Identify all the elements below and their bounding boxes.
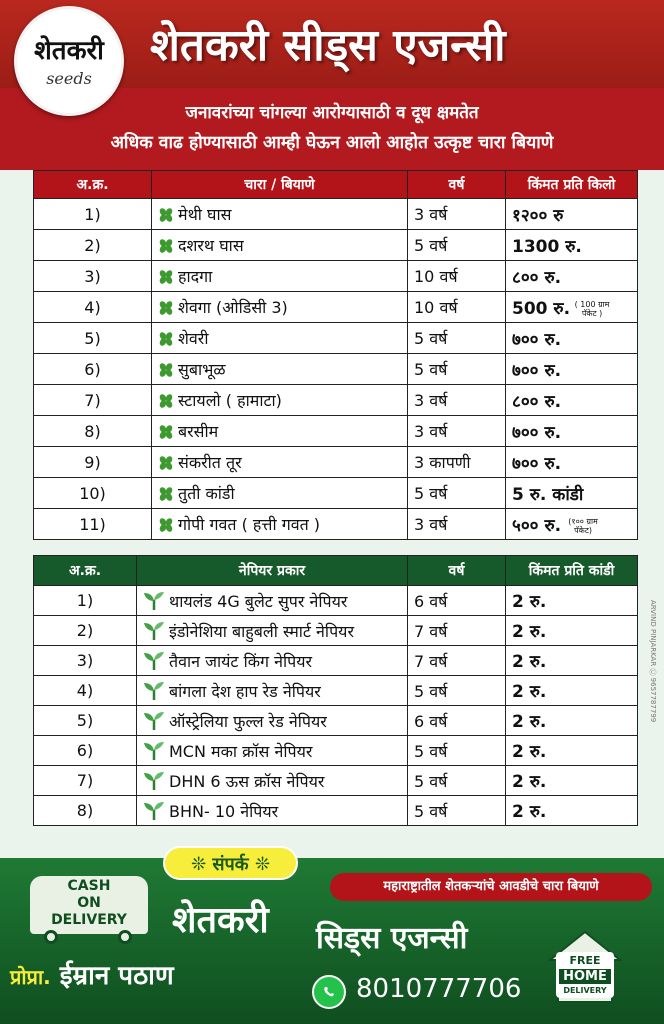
leaf-icon [158,298,178,317]
napier-table-header [34,556,638,586]
home-text: HOME [559,969,611,984]
fodder-row [34,354,638,385]
fodder-row [34,230,638,261]
leaf-icon [158,484,178,503]
price-cell [506,706,638,736]
name-cell [152,199,408,230]
years-cell: 5 वर्ष [408,676,506,706]
price-cell [506,796,638,826]
item-name: DHN 6 ऊस क्रॉस नेपियर [169,771,325,791]
price-value: 2 रु. [512,712,547,732]
item-name: सुबाभूळ [178,360,226,379]
fodder-row [34,447,638,478]
cod-line-1: CASH [67,878,111,894]
sprout-icon [143,622,169,641]
serial-cell: 2) [34,616,137,646]
price-value: 5 रु. कांडी [512,484,584,505]
years-cell: 5 वर्ष [408,478,506,509]
serial-cell: 8) [34,796,137,826]
fodder-row [34,199,638,230]
price-cell [506,230,638,261]
name-cell [137,706,408,736]
header [0,0,664,170]
item-name: हादगा [178,267,213,286]
years-cell: 6 वर्ष [408,706,506,736]
leaf-icon [158,391,178,410]
item-name: तैवान जायंट किंग नेपियर [169,651,313,671]
price-cell [506,385,638,416]
col-header-price-per-cutting: किंमत प्रति कांडी [506,556,638,586]
sprout-icon [143,712,169,731]
years-cell: 3 वर्ष [408,509,506,540]
price-value: 2 रु. [512,772,547,792]
fodder-row [34,509,638,540]
name-cell [152,292,408,323]
price-cell [506,766,638,796]
free-text: FREE [569,954,601,967]
serial-cell: 6) [34,736,137,766]
proprietor-name: ईम्रान पठाण [59,961,174,991]
price-note: ( 100 ग्राम पॅकेट ) [574,299,610,318]
name-cell [152,261,408,292]
footer-brand-agency: सिड्स एजन्सी [316,921,468,956]
napier-row [34,736,638,766]
item-name: MCN मका क्रॉस नेपियर [169,741,313,761]
serial-cell: 5) [34,706,137,736]
proprietor-label: प्रोप्रा. [10,965,51,989]
price-cell [506,736,638,766]
col-header-serial: अ.क्र. [34,171,152,199]
fodder-row [34,385,638,416]
name-cell [152,230,408,261]
price-value: ७०० रु. [512,360,562,381]
fodder-row [34,416,638,447]
sprout-icon [143,772,169,791]
leaf-icon [158,422,178,441]
col-header-years: वर्ष [408,556,506,586]
fodder-row [34,292,638,323]
price-value: ५०० रु. [512,515,562,536]
item-name: बांगला देश हाप रेड नेपियर [169,681,321,701]
item-name: तुती कांडी [178,484,235,503]
price-value: 2 रु. [512,802,547,822]
years-cell: 5 वर्ष [408,323,506,354]
years-cell: 10 वर्ष [408,261,506,292]
phone-contact[interactable] [312,972,552,1012]
napier-row [34,676,638,706]
name-cell [137,616,408,646]
price-cell [506,261,638,292]
price-cell [506,292,638,323]
price-value: 1300 रु. [512,236,582,257]
price-cell [506,478,638,509]
years-cell: 7 वर्ष [408,616,506,646]
price-value: ७०० रु. [512,329,562,350]
serial-cell: 3) [34,646,137,676]
contact-label: ❊ संपर्क ❊ [163,846,298,880]
col-header-serial: अ.क्र. [34,556,137,586]
serial-cell: 1) [34,586,137,616]
price-value: ७०० रु. [512,453,562,474]
price-value: 2 रु. [512,592,547,612]
name-cell [152,509,408,540]
item-name: इंडोनेशिया बाहुबली स्मार्ट नेपियर [169,621,354,641]
price-cell [506,509,638,540]
serial-cell: 7) [34,385,152,416]
truck-wheel-icon [118,930,132,944]
price-value: 500 रु. [512,298,571,319]
years-cell: 3 कापणी [408,447,506,478]
fodder-table-header [34,171,638,199]
price-cell [506,416,638,447]
truck-wheel-icon [44,930,58,944]
price-cell [506,616,638,646]
logo-subtext: seeds [46,69,92,88]
sprout-icon [143,682,169,701]
price-cell [506,199,638,230]
cod-line-2: ON [77,895,101,911]
name-cell [152,447,408,478]
price-value: 2 रु. [512,742,547,762]
serial-cell: 2) [34,230,152,261]
years-cell: 5 वर्ष [408,230,506,261]
serial-cell: 11) [34,509,152,540]
napier-row [34,646,638,676]
years-cell: 6 वर्ष [408,586,506,616]
napier-row [34,766,638,796]
col-header-fodder: चारा / बियाणे [152,171,408,199]
name-cell [137,766,408,796]
price-value: ८०० रु. [512,391,562,412]
item-name: दशरथ घास [178,236,244,255]
price-cell [506,354,638,385]
price-value: 2 रु. [512,682,547,702]
years-cell: 5 वर्ष [408,354,506,385]
price-value: ७०० रु. [512,422,562,443]
name-cell [137,586,408,616]
serial-cell: 10) [34,478,152,509]
years-cell: 7 वर्ष [408,646,506,676]
fodder-row [34,323,638,354]
name-cell [152,478,408,509]
serial-cell: 8) [34,416,152,447]
serial-cell: 6) [34,354,152,385]
price-cell [506,323,638,354]
years-cell: 5 वर्ष [408,766,506,796]
name-cell [137,796,408,826]
price-cell [506,447,638,478]
serial-cell: 3) [34,261,152,292]
fodder-row [34,478,638,509]
serial-cell: 4) [34,676,137,706]
sprout-icon [143,742,169,761]
item-name: मेथी घास [178,205,232,224]
serial-cell: 1) [34,199,152,230]
years-cell: 3 वर्ष [408,416,506,447]
years-cell: 10 वर्ष [408,292,506,323]
name-cell [152,323,408,354]
name-cell [152,385,408,416]
col-header-price-per-kg: किंमत प्रति किलो [506,171,638,199]
leaf-icon [158,267,178,286]
leaf-icon [158,515,178,534]
brand-title: शेतकरी सीड्स एजन्सी [150,20,506,71]
logo-text: शेतकरी [34,36,104,66]
price-value: ८०० रु. [512,267,562,288]
subtitle-line-1: जनावरांच्या चांगल्या आरोग्यासाठी व दूध क्षमतेत [185,103,479,123]
item-name: स्टायलो ( हामाटा) [178,391,282,410]
price-cell [506,646,638,676]
serial-cell: 7) [34,766,137,796]
proprietor [10,956,300,992]
napier-row [34,706,638,736]
name-cell [152,416,408,447]
serial-cell: 5) [34,323,152,354]
price-note: (१०० ग्राम पॅकेट) [568,516,598,535]
col-header-years: वर्ष [408,171,506,199]
years-cell: 3 वर्ष [408,199,506,230]
tagline: महाराष्ट्रातील शेतकऱ्यांचे आवडीचे चारा बियाणे [330,873,652,901]
item-name: शेवगा (ओडिसी 3) [178,298,288,317]
name-cell [137,676,408,706]
serial-cell: 9) [34,447,152,478]
fodder-row [34,261,638,292]
name-cell [137,736,408,766]
name-cell [152,354,408,385]
subtitle-line-2: अधिक वाढ होण्यासाठी आम्ही घेऊन आलो आहोत उत्कृष्ट चारा बियाणे [110,133,554,153]
sprout-icon [143,592,169,611]
whatsapp-icon [312,975,346,1009]
cash-on-delivery-badge [22,876,162,946]
price-value: 2 रु. [512,652,547,672]
item-name: शेवरी [178,329,209,348]
item-name: गोपी गवत ( हत्ती गवत ) [178,515,321,534]
price-cell [506,676,638,706]
leaf-icon [158,360,178,379]
leaf-icon [158,205,178,224]
fodder-price-table [33,170,638,540]
napier-price-table [33,555,638,826]
price-value: 2 रु. [512,622,547,642]
years-cell: 5 वर्ष [408,796,506,826]
item-name: ऑस्ट्रेलिया फुल्ल रेड नेपियर [169,711,327,731]
watermark: ARVIND PINJARKAR Ⓒ 9657787799 [649,600,657,723]
item-name: थायलंड 4G बुलेट सुपर नेपियर [169,591,348,611]
napier-row [34,796,638,826]
footer-brand: शेतकरी [172,900,269,941]
serial-cell: 4) [34,292,152,323]
free-home-delivery-badge [548,930,622,1004]
years-cell: 3 वर्ष [408,385,506,416]
leaf-icon [158,329,178,348]
name-cell [137,646,408,676]
price-cell [506,586,638,616]
delivery-text: DELIVERY [563,986,607,995]
sprout-icon [143,652,169,671]
item-name: BHN- 10 नेपियर [169,801,279,821]
years-cell: 5 वर्ष [408,736,506,766]
price-value: १२०० रु [512,205,564,226]
leaf-icon [158,236,178,255]
napier-row [34,586,638,616]
item-name: संकरीत तूर [178,453,242,472]
cod-line-3: DELIVERY [51,912,127,928]
item-name: बरसीम [178,422,219,441]
col-header-napier-type: नेपियर प्रकार [137,556,408,586]
sprout-icon [143,802,169,821]
phone-number[interactable]: 8010777706 [356,974,522,1004]
napier-row [34,616,638,646]
leaf-icon [158,453,178,472]
